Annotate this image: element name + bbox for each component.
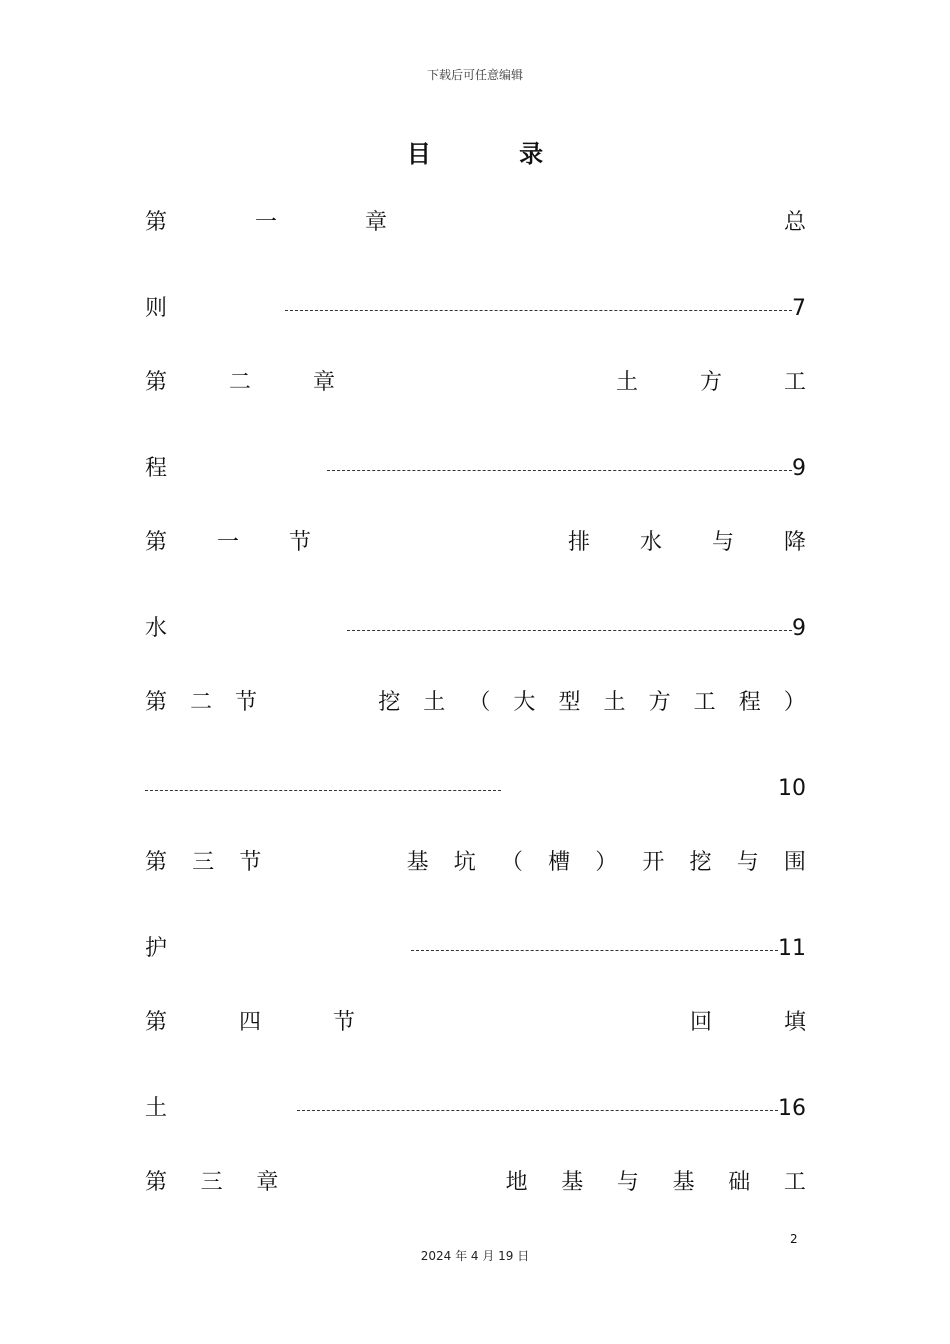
footer-date: 2024 年 4 月 19 日	[420, 1249, 530, 1263]
toc-char: 第	[145, 370, 168, 395]
toc-char: 与	[616, 1170, 639, 1195]
toc-char: 四	[239, 1010, 262, 1035]
toc-char: 节	[239, 850, 262, 875]
toc-page-number: 7	[792, 296, 806, 321]
toc-entry-section-1-line2[interactable]	[145, 612, 806, 646]
toc-char: 与	[711, 530, 734, 555]
toc-char: 一	[217, 530, 240, 555]
toc-char: 地	[505, 1170, 528, 1195]
toc-char: 土	[603, 690, 626, 715]
toc-char: 坑	[453, 850, 476, 875]
toc-char: 工	[693, 690, 716, 715]
toc-char: 开	[642, 850, 665, 875]
toc-char: 水	[639, 530, 662, 555]
toc-entry-section-3-line2[interactable]	[145, 932, 806, 966]
toc-char: 型	[558, 690, 581, 715]
toc-char: 第	[145, 530, 168, 555]
toc-char: 降	[783, 530, 806, 555]
toc-char: 第	[145, 690, 168, 715]
page-title: 目 录	[406, 140, 584, 168]
toc-entry-section-3-line1[interactable]	[145, 846, 806, 880]
toc-char: 第	[145, 850, 168, 875]
toc-char: 基	[561, 1170, 584, 1195]
toc-char: 基	[406, 850, 429, 875]
toc-char: 填	[783, 1010, 806, 1035]
toc-char: 章	[256, 1170, 279, 1195]
toc-char: ）	[783, 690, 806, 715]
toc-char: 二	[190, 690, 213, 715]
toc-char: 三	[200, 1170, 223, 1195]
toc-char: 大	[513, 690, 536, 715]
toc-char: 槽	[548, 850, 571, 875]
toc-page-number: 10	[778, 776, 806, 801]
toc-char: 工	[783, 370, 806, 395]
dotted-leader	[347, 630, 792, 631]
toc-char: 章	[313, 370, 336, 395]
toc-page-number: 9	[792, 616, 806, 641]
toc-char: 第	[145, 210, 168, 235]
toc-char: 方	[699, 370, 722, 395]
toc-char: 节	[235, 690, 258, 715]
dotted-leader	[285, 310, 792, 311]
toc-char: 与	[736, 850, 759, 875]
toc-char: 第	[145, 1010, 168, 1035]
toc-char: 土	[145, 1096, 168, 1121]
toc-char: 节	[289, 530, 312, 555]
toc-entry-chapter-2-line1[interactable]	[145, 366, 806, 400]
toc-char: 总	[783, 210, 806, 235]
toc-page-number: 16	[778, 1096, 806, 1121]
toc-char: 第	[145, 1170, 168, 1195]
toc-char: （	[500, 850, 523, 875]
toc-entry-section-1-line1[interactable]	[145, 526, 806, 560]
toc-entry-section-4-line2[interactable]	[145, 1092, 806, 1126]
toc-char: 二	[229, 370, 252, 395]
toc-char: 节	[333, 1010, 356, 1035]
toc-char: 排	[567, 530, 590, 555]
page-number: 2	[790, 1232, 798, 1246]
dotted-leader	[327, 470, 792, 471]
toc-char: 工	[783, 1170, 806, 1195]
toc-page-number: 11	[778, 936, 806, 961]
toc-page-number: 9	[792, 456, 806, 481]
toc-entry-section-2-line2[interactable]	[145, 772, 806, 806]
toc-char: ）	[595, 850, 618, 875]
toc-char: 方	[648, 690, 671, 715]
toc-char: 础	[728, 1170, 751, 1195]
toc-entry-chapter-1-line1[interactable]	[145, 206, 806, 240]
toc-char: 一	[255, 210, 278, 235]
dotted-leader	[297, 1110, 778, 1111]
toc-char: 程	[738, 690, 761, 715]
toc-char: 土	[423, 690, 446, 715]
toc-char: 护	[145, 936, 168, 961]
toc-char: （	[468, 690, 491, 715]
toc-char: 水	[145, 616, 168, 641]
page-header-note: 下载后可任意编辑	[426, 68, 523, 82]
dotted-leader	[145, 790, 501, 791]
toc-char: 围	[783, 850, 806, 875]
toc-char: 挖	[378, 690, 401, 715]
toc-char: 则	[145, 296, 168, 321]
toc-char: 程	[145, 456, 168, 481]
toc-char: 挖	[689, 850, 712, 875]
toc-char: 基	[672, 1170, 695, 1195]
toc-entry-section-4-line1[interactable]	[145, 1006, 806, 1040]
toc-entry-chapter-3-line1[interactable]	[145, 1166, 806, 1200]
toc-entry-chapter-1-line2[interactable]	[145, 292, 806, 326]
toc-char: 三	[192, 850, 215, 875]
toc-char: 回	[689, 1010, 712, 1035]
toc-char: 章	[365, 210, 388, 235]
dotted-leader	[411, 950, 778, 951]
toc-char: 土	[615, 370, 638, 395]
toc-entry-section-2-line1[interactable]	[145, 686, 806, 720]
toc-entry-chapter-2-line2[interactable]	[145, 452, 806, 486]
